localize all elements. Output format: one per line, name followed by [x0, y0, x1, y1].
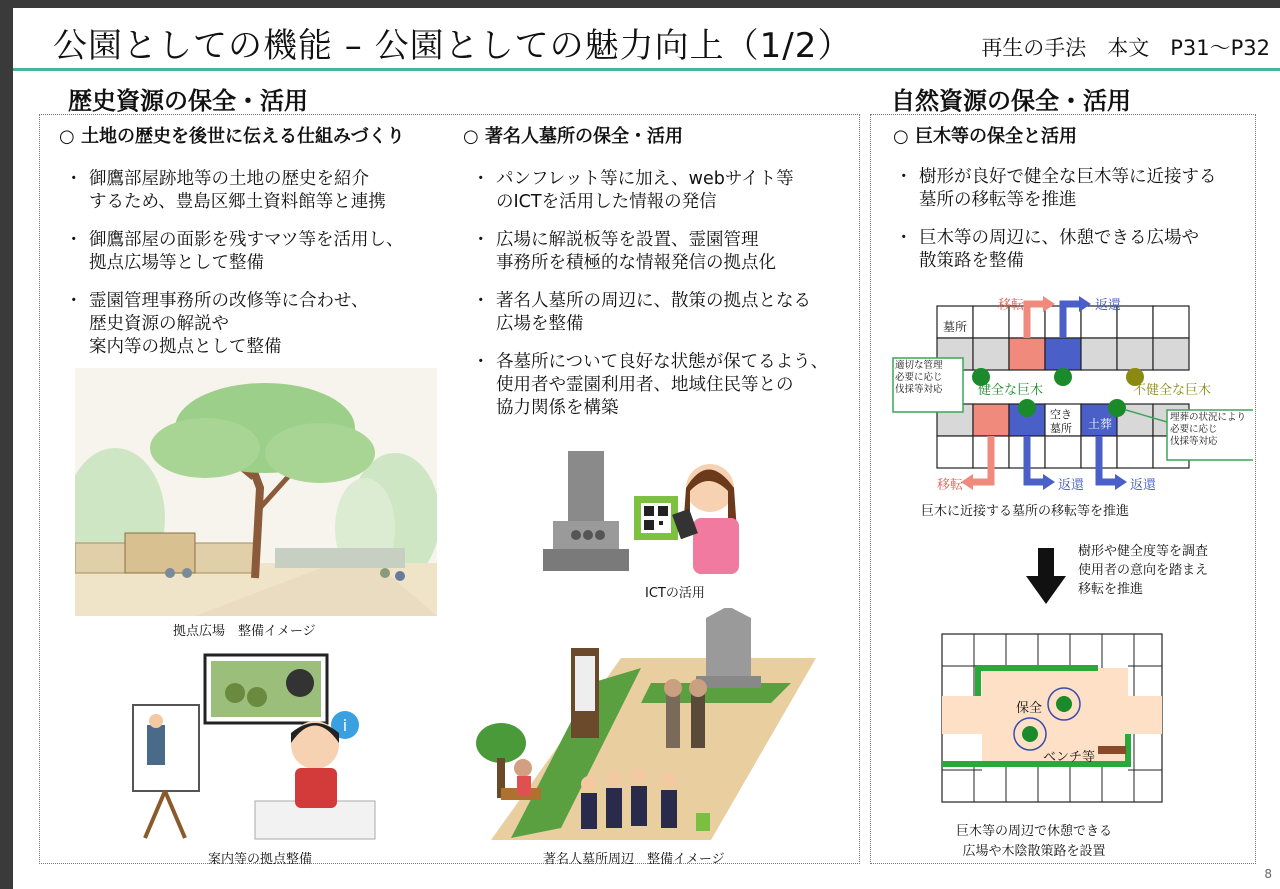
- history-col2-bullets: [472, 168, 862, 435]
- return-bottom-label-1: 返還: [1058, 478, 1085, 493]
- info-center-illustration: [125, 653, 385, 843]
- list-item: ・ 霊園管理事務所の改修等に合わせ、 歴史資源の解説や 案内等の拠点として整備: [65, 290, 445, 359]
- slide: [13, 8, 1280, 889]
- bench-label: ベンチ等: [1043, 750, 1096, 765]
- history-col2-heading: ○ 著名人墓所の保全・活用: [463, 126, 683, 147]
- famous-grave-caption: 著名人墓所周辺 整備イメージ: [543, 852, 725, 867]
- burial-label: 土葬: [1088, 417, 1113, 431]
- preserve-label: 保全: [1016, 701, 1043, 716]
- callout-right: 埋葬の状況により 必要に応じ 伐採等対応: [1170, 412, 1247, 447]
- healthy-tree-label: 健全な巨木: [978, 383, 1044, 398]
- page-number: 8: [1264, 867, 1272, 881]
- nature-section-heading: 自然資源の保全・活用: [891, 87, 1131, 115]
- rest-plaza-caption: 巨木等の周辺で休憩できる 広場や木陰散策路を設置: [956, 824, 1113, 859]
- rest-plaza-diagram: [938, 630, 1178, 806]
- list-item: ・ 樹形が良好で健全な巨木等に近接する 墓所の移転等を推進: [895, 166, 1255, 212]
- info-center-caption: 案内等の拠点整備: [208, 852, 313, 867]
- list-item: ・ 著名人墓所の周辺に、散策の拠点となる 広場を整備: [472, 290, 862, 336]
- relocation-caption: 巨木に近接する墓所の移転等を推進: [921, 504, 1130, 519]
- list-item: ・ 巨木等の周辺に、休憩できる広場や 散策路を整備: [895, 227, 1255, 273]
- return-bottom-label-2: 返還: [1130, 478, 1157, 493]
- plaza-caption: 拠点広場 整備イメージ: [173, 624, 316, 639]
- history-col1-bullets: [65, 168, 445, 374]
- famous-grave-illustration: [471, 608, 841, 840]
- grave-label: 墓所: [943, 320, 968, 334]
- unhealthy-tree-label: 不健全な巨木: [1133, 383, 1212, 398]
- process-note: 樹形や健全度等を調査 使用者の意向を踏まえ 移転を推進: [1078, 544, 1209, 597]
- return-top-label: 返還: [1095, 298, 1122, 313]
- list-item: ・ 御鷹部屋の面影を残すマツ等を活用し、 拠点広場等として整備: [65, 229, 445, 275]
- vacant-grave-label: 空き 墓所: [1050, 408, 1072, 435]
- list-item: ・ パンフレット等に加え、webサイト等 のICTを活用した情報の発信: [472, 168, 862, 214]
- list-item: ・ 各墓所について良好な状態が保てるよう、 使用者や霊園利用者、地域住民等との 協力関係を構築: [472, 351, 862, 420]
- history-section-heading: 歴史資源の保全・活用: [68, 87, 308, 115]
- relocate-bottom-label: 移転: [937, 478, 964, 493]
- callout-left: 適切な管理 必要に応じ 伐採等対応: [895, 360, 943, 395]
- svg-text:i: i: [342, 716, 348, 735]
- history-col1-heading: ○ 土地の歴史を後世に伝える仕組みづくり: [59, 126, 405, 147]
- list-item: ・ 広場に解説板等を設置、霊園管理 事務所を積極的な情報発信の拠点化: [472, 229, 862, 275]
- ict-illustration: [538, 446, 748, 574]
- page-reference: 再生の手法 本文 P31～P32: [981, 36, 1270, 60]
- nature-subheading: ○ 巨木等の保全と活用: [893, 126, 1077, 147]
- relocate-top-label: 移転: [998, 298, 1025, 313]
- down-arrow-icon: [1026, 548, 1066, 604]
- nature-bullets: [895, 166, 1255, 288]
- plaza-illustration: [75, 368, 437, 616]
- list-item: ・ 御鷹部屋跡地等の土地の歴史を紹介 するため、豊島区郷土資料館等と連携: [65, 168, 445, 214]
- ict-caption: ICTの活用: [645, 586, 705, 601]
- page-title: 公園としての機能 – 公園としての魅力向上（1/2）: [53, 26, 853, 66]
- title-underline: [13, 68, 1280, 71]
